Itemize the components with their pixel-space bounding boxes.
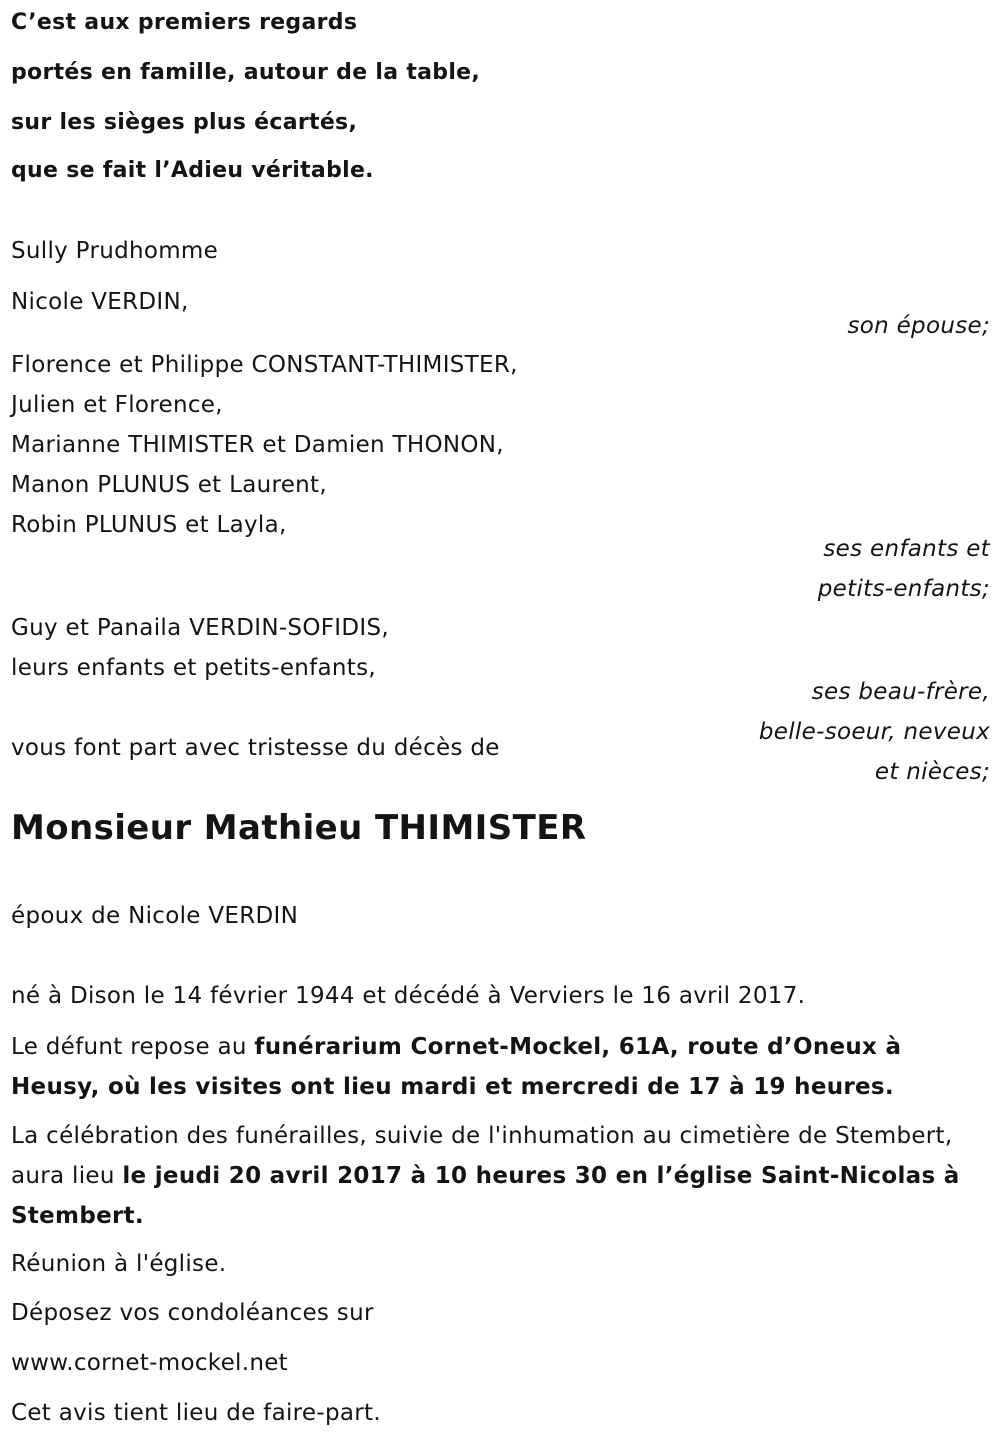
funeral-paragraph: [11, 1116, 986, 1236]
funeral-prefix: La célébration des funérailles, suivie de l'inhumation au cimetière de Stembert, aura lieu: [11, 1123, 953, 1189]
meeting-text: Réunion à l'église.: [11, 1251, 227, 1277]
repose-prefix: Le défunt repose au: [11, 1034, 255, 1060]
repose-details: funérarium Cornet-Mockel, 61A, route d’Oneux à Heusy, où les visites ont lieu mardi et mercredi de 17 à 19 heures.: [11, 1034, 902, 1100]
child-line: Julien et Florence,: [11, 392, 223, 418]
children-relation-2: petits-enfants;: [817, 576, 990, 602]
repose-paragraph: [11, 1027, 986, 1107]
child-line: Robin PLUNUS et Layla,: [11, 512, 287, 538]
poem-line-4: que se fait l’Adieu véritable.: [11, 158, 374, 183]
announcement-text: vous font part avec tristesse du décès de: [11, 735, 500, 761]
poem-line-3: sur les sièges plus écartés,: [11, 110, 358, 135]
spouse-name: Nicole VERDIN,: [11, 289, 189, 315]
inlaw-line: Guy et Panaila VERDIN-SOFIDIS,: [11, 615, 389, 641]
spouse-relation: son épouse;: [847, 313, 990, 339]
inlaws-relation-1: ses beau-frère,: [811, 679, 990, 705]
inlaws-relation-2: belle-soeur, neveux: [758, 719, 990, 745]
child-line: Manon PLUNUS et Laurent,: [11, 472, 327, 498]
inlaw-line: leurs enfants et petits-enfants,: [11, 655, 377, 681]
child-line: Marianne THIMISTER et Damien THONON,: [11, 432, 504, 458]
children-relation-1: ses enfants et: [823, 536, 990, 562]
deceased-name: Monsieur Mathieu THIMISTER: [11, 808, 587, 848]
inlaws-relation-3: et nièces;: [874, 759, 990, 785]
spouse-of-text: époux de Nicole VERDIN: [11, 903, 299, 929]
notice-text: Cet avis tient lieu de faire-part.: [11, 1400, 381, 1426]
poem-line-1: C’est aux premiers regards: [11, 10, 358, 35]
website-link[interactable]: www.cornet-mockel.net: [11, 1350, 288, 1376]
birth-death-text: né à Dison le 14 février 1944 et décédé à Verviers le 16 avril 2017.: [11, 983, 806, 1009]
condolences-text: Déposez vos condoléances sur: [11, 1300, 374, 1326]
funeral-details: le jeudi 20 avril 2017 à 10 heures 30 en l’église Saint-Nicolas à Stembert.: [11, 1163, 960, 1229]
poem-author: Sully Prudhomme: [11, 238, 219, 264]
poem-line-2: portés en famille, autour de la table,: [11, 60, 481, 85]
child-line: Florence et Philippe CONSTANT-THIMISTER,: [11, 352, 518, 378]
